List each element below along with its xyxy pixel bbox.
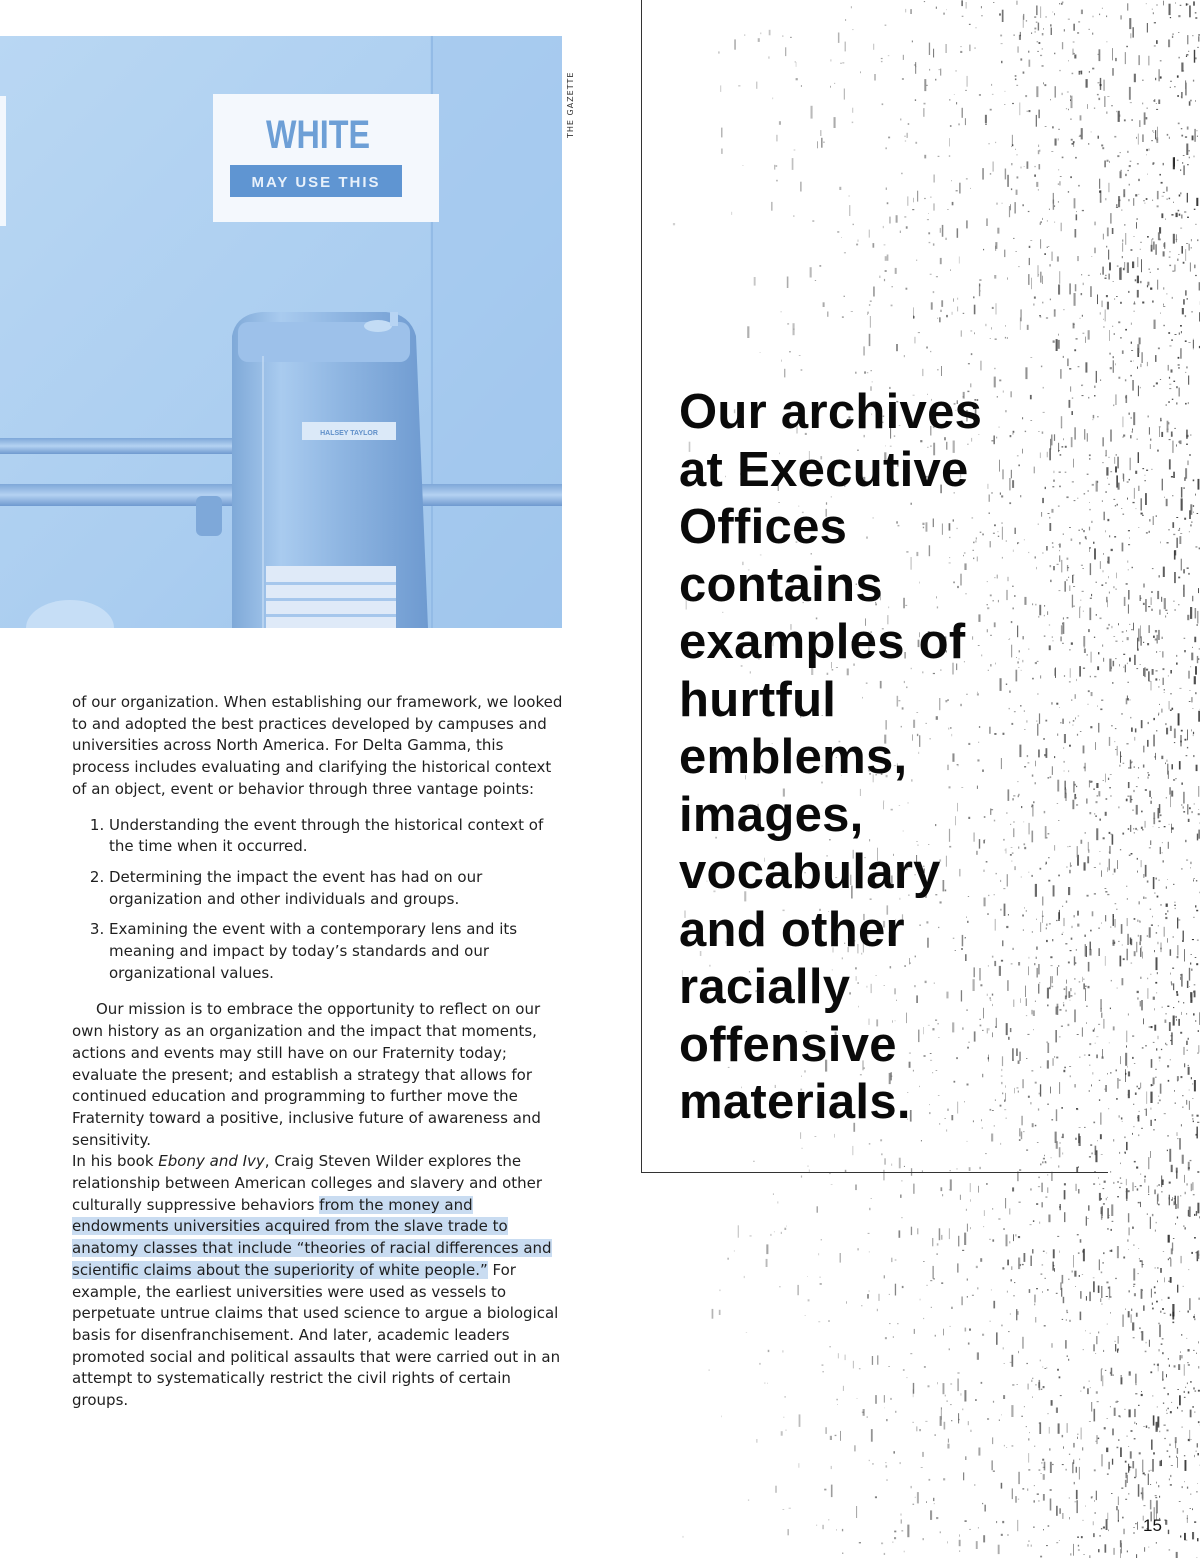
- photo-credit-text: THE GAZETTE: [566, 71, 575, 138]
- mission-paragraph: [72, 999, 564, 1151]
- photo-segregated-fountain: [0, 36, 562, 628]
- list-item: 1. Understanding the event through the historical context of the time when it occurred.: [109, 815, 564, 858]
- intro-paragraph: of our organization. When establishing our framework, we looked to and adopted the best practices developed by campuses and universities across North America. For Delta Gamma, this process includes evaluating and clarifying the historical context of an object, event or behavior through three vantage points:: [72, 693, 563, 798]
- book-intro: In his book: [72, 1152, 159, 1171]
- pull-quote: Our archives at Executive Offices contains examples of hurtful emblems, images, vocabulary and other racially offensive materials.: [679, 385, 983, 1129]
- book-title: Ebony and Ivy: [158, 1152, 265, 1171]
- photo-credit: [566, 66, 576, 186]
- book-paragraph: [72, 1151, 564, 1411]
- book-conclusion: For example, the earliest universities were used as vessels to perpetuate untrue claims that used science to argue a biological basis for disenfranchisement. And later, academic leaders promoted social and political assaults that were carried out in an attempt to systematically restrict the civil rights of certain groups.: [72, 1260, 561, 1410]
- page-number: 15: [1143, 1516, 1162, 1535]
- vantage-points-list: [72, 815, 564, 985]
- book-description: , Craig Steven Wilder explores the relationship between American colleges and slavery and other culturally suppressive behaviors: [72, 1152, 543, 1214]
- fountain-plate-text: HALSEY TAYLOR: [320, 430, 378, 437]
- highlighted-quote[interactable]: from the money and endowments universities acquired from the slave trade to anatomy classes that include “theories of racial differences and scientific claims about the superiority of white people.”: [72, 1195, 552, 1279]
- pull-quote-frame-left-rule: [641, 0, 642, 1172]
- pull-quote-frame-bottom-rule: [641, 1172, 1108, 1173]
- body-text: [72, 692, 564, 1412]
- list-item: 3. Examining the event with a contemporary lens and its meaning and impact by today’s standards and our organizational values.: [109, 919, 564, 984]
- sign-text-may-use: MAY USE THIS: [251, 174, 381, 191]
- list-item: 2. Determining the impact the event has had on our organization and other individuals and groups.: [109, 867, 564, 910]
- mission-text: Our mission is to embrace the opportunity to reflect on our own history as an organization and the impact that moments, actions and events may still have on our Fraternity today; evaluate the present; and establish a strategy that allows for continued education and programming to further move the Fraternity toward a positive, inclusive future of awareness and sensitivity.: [72, 1000, 541, 1149]
- sign-text-white: WHITE: [266, 113, 370, 157]
